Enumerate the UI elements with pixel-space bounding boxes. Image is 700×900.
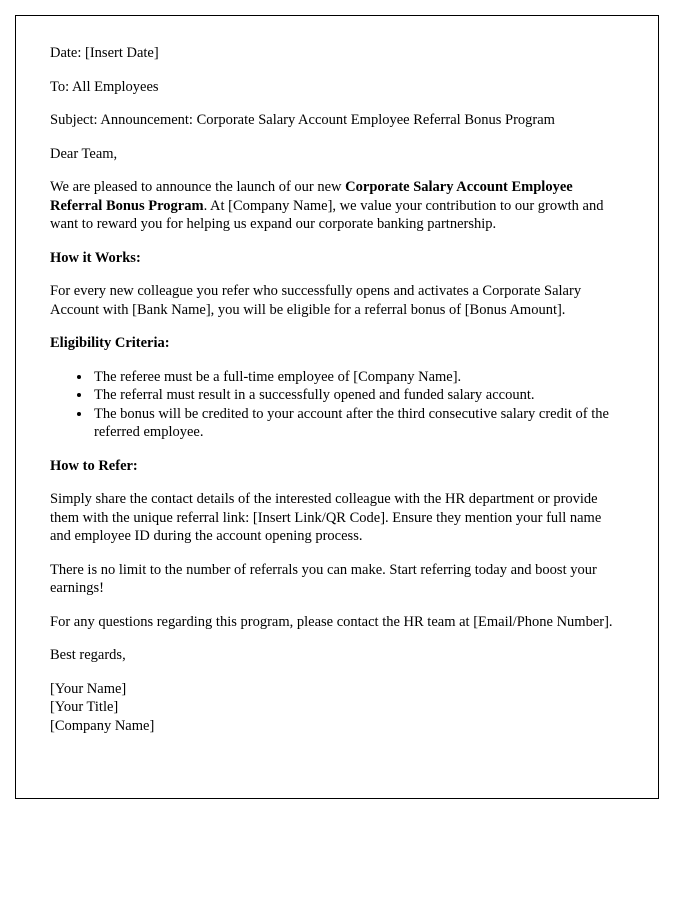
intro-text-pre: We are pleased to announce the launch of our new	[50, 179, 346, 195]
closing-line: Best regards,	[50, 647, 126, 663]
signature-title: [Your Title]	[50, 699, 119, 715]
signature-company: [Company Name]	[50, 717, 155, 734]
no-limit-paragraph: There is no limit to the number of referrals you can make. Start referring today and boost your earnings!	[50, 561, 597, 596]
how-to-refer-body: Simply share the contact details of the interested colleague with the HR department or provide them with the unique referral link: [Insert Link/QR Code]. Ensure they mention your full name and employee ID during the account opening process.	[50, 491, 602, 544]
subject-line: Subject: Announcement: Corporate Salary Account Employee Referral Bonus Program	[50, 112, 555, 128]
date-line: Date: [Insert Date]	[50, 45, 159, 61]
list-item: • The bonus will be credited to your account after the third consecutive salary credit of the referred employee.	[92, 405, 624, 442]
how-to-refer-heading: How to Refer:	[50, 457, 138, 474]
signature-name: [Your Name]	[50, 680, 127, 697]
greeting: Dear Team,	[50, 145, 118, 162]
list-item: • The referral must result in a successfully opened and funded salary account.	[92, 386, 624, 405]
intro-paragraph	[50, 178, 624, 234]
signature-block	[50, 680, 624, 736]
eligibility-heading: Eligibility Criteria:	[50, 335, 170, 351]
eligibility-criteria-list	[50, 368, 624, 442]
program-name-bold: Corporate Salary Account Employee Referral Bonus Program	[50, 179, 573, 214]
questions-paragraph: For any questions regarding this program, please contact the HR team at [Email/Phone Number].	[50, 613, 613, 630]
how-it-works-body: For every new colleague you refer who successfully opens and activates a Corporate Salary Account with [Bank Name], you will be eligible for a referral bonus of [Bonus Amount].	[50, 283, 582, 318]
how-it-works-heading: How it Works:	[50, 249, 141, 266]
list-item: • The referee must be a full-time employee of [Company Name].	[92, 368, 624, 387]
to-line: To: All Employees	[50, 78, 159, 95]
letter-container	[15, 15, 659, 799]
intro-text-post: . At [Company Name], we value your contribution to our growth and want to reward you for helping us expand our corporate banking partnership.	[50, 197, 604, 232]
